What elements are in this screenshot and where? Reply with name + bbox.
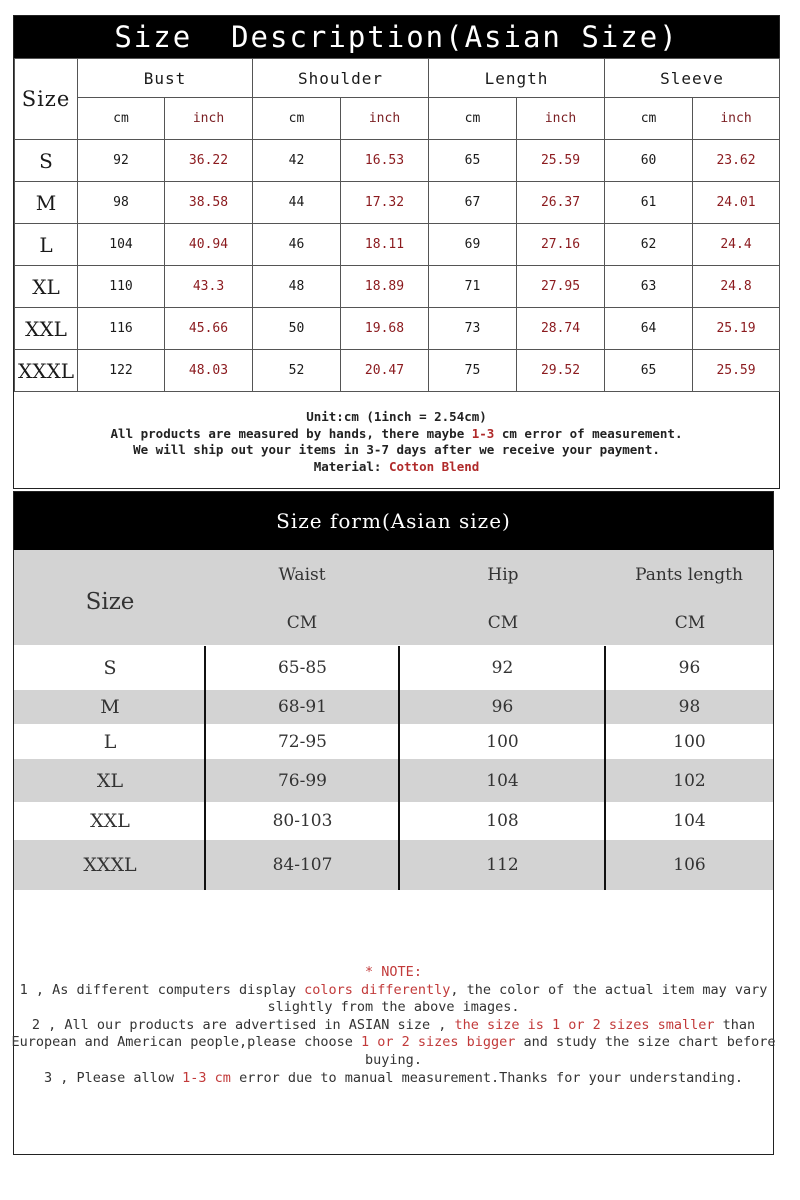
inch-value: 24.8 xyxy=(693,266,780,308)
cm-value: 75 xyxy=(429,350,517,392)
size-label: L xyxy=(103,730,117,753)
cm-value: 48 xyxy=(253,266,341,308)
inch-value: 26.37 xyxy=(517,182,605,224)
unit-note: Unit:cm (1inch = 2.54cm) xyxy=(306,409,487,424)
size-form-header xyxy=(14,550,773,645)
size-label: XXXL xyxy=(83,854,137,876)
inch-value: 18.11 xyxy=(341,224,429,266)
hip-value: 108 xyxy=(486,811,519,831)
measurement-notes xyxy=(14,392,779,475)
hip-header: Hip xyxy=(487,565,519,585)
cm-value: 65 xyxy=(605,350,693,392)
cm-value: 44 xyxy=(253,182,341,224)
inch-value: 43.3 xyxy=(165,266,253,308)
inch-value: 28.74 xyxy=(517,308,605,350)
inch-value: 40.94 xyxy=(165,224,253,266)
column-divider xyxy=(204,646,206,890)
waist-value: 84-107 xyxy=(272,855,333,875)
cm-value: 63 xyxy=(605,266,693,308)
cm-value: 98 xyxy=(78,182,165,224)
waist-value: 80-103 xyxy=(272,811,333,831)
note-item-3: 3 , Please allow 1-3 cm error due to manual measurement.Thanks for your understanding. xyxy=(44,1069,743,1086)
size-form-title: Size form(Asian size) xyxy=(14,492,773,550)
table-row xyxy=(15,266,780,308)
cm-value: 116 xyxy=(78,308,165,350)
cm-value: 65 xyxy=(429,140,517,182)
pants-length-value: 104 xyxy=(673,811,706,831)
inch-value: 19.68 xyxy=(341,308,429,350)
inch-value: 25.59 xyxy=(693,350,780,392)
inch-value: 27.16 xyxy=(517,224,605,266)
inch-value: 24.01 xyxy=(693,182,780,224)
inch-value: 24.4 xyxy=(693,224,780,266)
hip-value: 104 xyxy=(486,770,519,791)
size-column-header: Size xyxy=(85,589,135,615)
pants-length-unit: CM xyxy=(674,613,706,633)
purchase-note xyxy=(11,964,776,1087)
cm-value: 62 xyxy=(605,224,693,266)
size-label: S xyxy=(15,140,78,182)
cm-value: 67 xyxy=(429,182,517,224)
size-label: M xyxy=(15,182,78,224)
inch-value: 27.95 xyxy=(517,266,605,308)
material-note: Material: Cotton Blend xyxy=(313,458,480,474)
unit-cm-header: cm xyxy=(78,98,165,140)
cm-value: 50 xyxy=(253,308,341,350)
cm-value: 64 xyxy=(605,308,693,350)
table-row xyxy=(15,140,780,182)
inch-value: 36.22 xyxy=(165,140,253,182)
unit-cm-header: cm xyxy=(429,98,517,140)
waist-value: 72-95 xyxy=(277,731,327,752)
bust-header: Bust xyxy=(78,59,253,98)
size-description-table xyxy=(14,58,780,392)
waist-value: 65-85 xyxy=(277,658,327,678)
note-item-1: 1 , As different computers display colors differently, the color of the actual item may vary slightly from the above images. xyxy=(19,981,768,1016)
shipping-note: We will ship out your items in 3-7 days after we receive your payment. xyxy=(133,442,660,457)
inch-value: 48.03 xyxy=(165,350,253,392)
cm-value: 60 xyxy=(605,140,693,182)
waist-value: 68-91 xyxy=(277,697,327,717)
cm-value: 61 xyxy=(605,182,693,224)
sleeve-header: Sleeve xyxy=(605,59,780,98)
size-label: XXXL xyxy=(15,350,78,392)
inch-value: 17.32 xyxy=(341,182,429,224)
shoulder-header: Shoulder xyxy=(253,59,429,98)
unit-cm-header: cm xyxy=(605,98,693,140)
cm-value: 42 xyxy=(253,140,341,182)
table-row xyxy=(14,802,773,840)
table-row xyxy=(15,308,780,350)
table-row xyxy=(14,646,773,690)
pants-length-header: Pants length xyxy=(635,565,743,585)
note-heading: * NOTE: xyxy=(365,964,422,980)
inch-value: 38.58 xyxy=(165,182,253,224)
pants-length-value: 106 xyxy=(673,855,706,875)
inch-value: 45.66 xyxy=(165,308,253,350)
table-row xyxy=(15,224,780,266)
waist-value: 76-99 xyxy=(277,770,327,791)
note-item-2: 2 , All our products are advertised in ASIAN size , the size is 1 or 2 sizes smaller than European and American people,please choose 1 or 2 sizes bigger and study the size chart before buying. xyxy=(11,1016,776,1068)
pants-length-value: 100 xyxy=(673,731,706,752)
size-description-title: Size Description(Asian Size) xyxy=(14,16,779,58)
cm-value: 46 xyxy=(253,224,341,266)
table-row xyxy=(14,690,773,724)
table-row xyxy=(15,182,780,224)
hip-value: 112 xyxy=(486,855,519,875)
waist-unit: CM xyxy=(286,613,318,633)
inch-value: 23.62 xyxy=(693,140,780,182)
cm-value: 73 xyxy=(429,308,517,350)
inch-value: 25.19 xyxy=(693,308,780,350)
table-row xyxy=(15,350,780,392)
cm-value: 110 xyxy=(78,266,165,308)
pants-length-value: 96 xyxy=(678,658,701,678)
column-divider xyxy=(604,646,606,890)
size-label: M xyxy=(100,696,120,718)
size-label: XL xyxy=(15,266,78,308)
cm-value: 52 xyxy=(253,350,341,392)
table-row xyxy=(14,840,773,890)
size-description-panel xyxy=(13,15,780,489)
pants-length-value: 102 xyxy=(673,770,706,791)
size-label: XL xyxy=(96,769,124,792)
inch-value: 18.89 xyxy=(341,266,429,308)
unit-inch-header: inch xyxy=(165,98,253,140)
inch-value: 25.59 xyxy=(517,140,605,182)
unit-cm-header: cm xyxy=(253,98,341,140)
cm-value: 71 xyxy=(429,266,517,308)
table-row xyxy=(14,724,773,759)
pants-size-form-panel xyxy=(13,491,774,1155)
size-label: S xyxy=(103,657,117,679)
cm-value: 104 xyxy=(78,224,165,266)
table-row xyxy=(14,759,773,802)
size-label: XXL xyxy=(15,308,78,350)
hip-unit: CM xyxy=(487,613,519,633)
inch-value: 29.52 xyxy=(517,350,605,392)
unit-inch-header: inch xyxy=(693,98,780,140)
inch-value: 20.47 xyxy=(341,350,429,392)
hip-value: 96 xyxy=(491,697,514,717)
length-header: Length xyxy=(429,59,605,98)
inch-value: 16.53 xyxy=(341,140,429,182)
unit-inch-header: inch xyxy=(517,98,605,140)
hip-value: 92 xyxy=(491,658,514,678)
size-column-header: Size xyxy=(15,59,78,140)
cm-value: 92 xyxy=(78,140,165,182)
hand-measure-note: All products are measured by hands, there maybe 1-3 cm error of measurement. xyxy=(110,425,683,441)
column-divider xyxy=(398,646,400,890)
size-label: XXL xyxy=(90,810,130,832)
cm-value: 122 xyxy=(78,350,165,392)
cm-value: 69 xyxy=(429,224,517,266)
hip-value: 100 xyxy=(486,731,519,752)
unit-inch-header: inch xyxy=(341,98,429,140)
size-label: L xyxy=(15,224,78,266)
waist-header: Waist xyxy=(278,565,326,585)
pants-length-value: 98 xyxy=(678,697,701,717)
